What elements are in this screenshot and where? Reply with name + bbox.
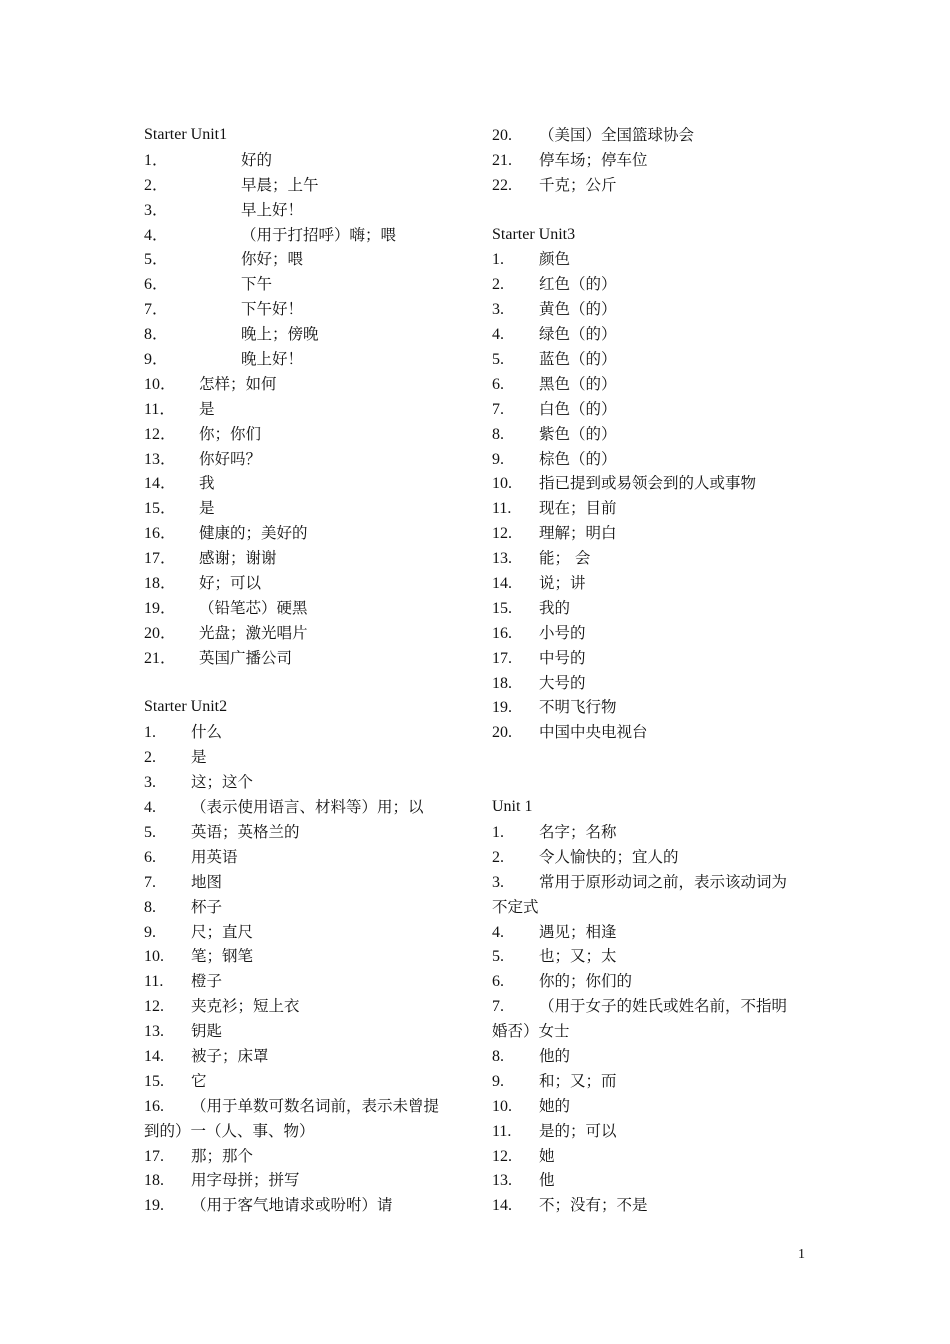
- item-meaning: 蓝色（的）: [539, 350, 617, 369]
- vocab-item: [144, 596, 474, 621]
- item-number: 18.: [144, 1172, 164, 1190]
- vocab-item: [492, 820, 822, 845]
- item-number: 8.: [492, 1047, 504, 1065]
- item-number: 14．: [144, 475, 177, 493]
- vocab-item: [144, 546, 474, 571]
- item-meaning: 感谢；谢谢: [199, 549, 277, 568]
- item-meaning: 不明飞行物: [539, 698, 617, 717]
- vocab-item: [144, 1168, 474, 1193]
- vocab-item: [492, 1193, 822, 1218]
- item-number: 10．: [144, 375, 177, 393]
- vocab-item: [144, 223, 474, 248]
- item-meaning: 夹克衫；短上衣: [191, 997, 300, 1016]
- item-number: 21．: [144, 649, 177, 667]
- item-number: 12.: [492, 1147, 512, 1165]
- vocab-item: [492, 870, 822, 895]
- section-heading: Starter Unit1: [144, 126, 228, 143]
- vocab-item: [144, 969, 474, 994]
- item-number: 1．: [144, 151, 169, 169]
- item-meaning: 英语；英格兰的: [191, 822, 300, 841]
- vocab-item: [144, 795, 474, 820]
- vocab-item: [492, 944, 822, 969]
- vocab-item: [492, 1044, 822, 1069]
- item-number: 9．: [144, 351, 169, 369]
- item-number: 3.: [492, 301, 504, 319]
- vocab-item: [492, 123, 822, 148]
- vocab-item: [492, 148, 822, 173]
- item-number: 4．: [144, 226, 169, 244]
- item-number: 6.: [492, 375, 504, 393]
- vocab-item: [492, 347, 822, 372]
- item-meaning: 绿色（的）: [539, 325, 617, 344]
- item-number: 7.: [144, 873, 156, 891]
- item-number: 10.: [144, 948, 164, 966]
- item-meaning: 棕色（的）: [539, 449, 617, 468]
- item-meaning: 红色（的）: [539, 275, 617, 294]
- item-number: 2.: [144, 749, 156, 767]
- item-number: 15.: [144, 1072, 164, 1090]
- item-number: 4.: [492, 326, 504, 344]
- item-meaning: 他: [539, 1171, 555, 1190]
- item-number: 16.: [492, 624, 512, 642]
- item-number: 3.: [144, 774, 156, 792]
- item-number: 5．: [144, 251, 169, 269]
- item-meaning: （美国）全国篮球协会: [539, 126, 695, 144]
- item-meaning: 那；那个: [191, 1146, 254, 1165]
- item-number: 18．: [144, 575, 177, 593]
- vocab-item: [492, 546, 822, 571]
- item-number: 6．: [144, 276, 169, 294]
- item-number: 20.: [492, 724, 512, 742]
- vocab-item: [144, 198, 474, 223]
- item-meaning: 她的: [539, 1096, 571, 1115]
- item-meaning: 黑色（的）: [539, 374, 617, 393]
- item-number: 22.: [492, 176, 512, 194]
- vocab-item: [492, 322, 822, 347]
- item-number: 7．: [144, 301, 169, 319]
- vocab-item: [492, 646, 822, 671]
- item-meaning: 白色（的）: [539, 399, 617, 418]
- item-meaning: 黄色（的）: [539, 300, 617, 319]
- vocab-item: [144, 720, 474, 745]
- item-meaning: （用于客气地请求或吩咐）请: [191, 1196, 393, 1215]
- item-meaning: 是的；可以: [539, 1121, 617, 1140]
- vocab-item: [144, 621, 474, 646]
- item-meaning: 橙子: [191, 972, 223, 991]
- item-number: 7.: [492, 998, 504, 1016]
- item-meaning: 杯子: [191, 897, 223, 916]
- vocab-item: [492, 845, 822, 870]
- item-meaning: 它: [191, 1071, 207, 1090]
- vocab-item: [492, 671, 822, 696]
- vocab-item: [492, 496, 822, 521]
- vocab-item: [144, 148, 474, 173]
- item-meaning: （用于女子的姓氏或姓名前，不指明: [539, 997, 788, 1016]
- item-number: 3.: [492, 873, 504, 891]
- item-meaning: 是: [199, 399, 215, 418]
- vocab-item: [144, 1193, 474, 1218]
- item-number: 14.: [492, 1197, 512, 1215]
- item-meaning: 地图: [191, 872, 223, 891]
- item-number: 20.: [492, 127, 512, 144]
- item-number: 4.: [144, 799, 156, 817]
- item-meaning: 你好；喂: [241, 250, 304, 269]
- vocab-item: [492, 1144, 822, 1169]
- item-meaning: 能； 会: [539, 549, 591, 568]
- item-meaning: 小号的: [539, 623, 586, 642]
- item-number: 11.: [492, 500, 512, 518]
- item-meaning: 光盘；激光唱片: [199, 623, 308, 642]
- item-number: 6.: [492, 973, 504, 991]
- vocab-item: [144, 422, 474, 447]
- item-number: 2.: [492, 848, 504, 866]
- vocab-item: [492, 447, 822, 472]
- vocab-item: [144, 496, 474, 521]
- item-meaning: 不；没有；不是: [539, 1196, 648, 1215]
- vocab-item: [144, 447, 474, 472]
- vocab-item: [492, 1168, 822, 1193]
- section-heading: Starter Unit3: [492, 225, 576, 243]
- item-meaning: 理解；明白: [539, 524, 617, 543]
- vocab-item: [492, 471, 822, 496]
- item-meaning: 名字；名称: [539, 822, 617, 841]
- item-meaning: 尺；直尺: [191, 922, 254, 941]
- vocab-item: [144, 745, 474, 770]
- item-number: 10.: [492, 1097, 512, 1115]
- vocab-item: [144, 372, 474, 397]
- item-meaning: 你好吗？: [199, 449, 262, 468]
- vocab-item-continuation: 到的）一（人、事、物）: [144, 1121, 315, 1140]
- vocab-item: [144, 571, 474, 596]
- vocab-item: [492, 1094, 822, 1119]
- item-number: 12．: [144, 425, 177, 443]
- item-meaning: 颜色: [539, 250, 571, 269]
- item-meaning: 早上好！: [241, 200, 304, 219]
- vocab-item: [492, 422, 822, 447]
- item-number: 2．: [144, 176, 169, 194]
- left-column: [144, 123, 474, 1218]
- item-number: 11.: [492, 1122, 512, 1140]
- item-meaning: 你；你们: [199, 424, 262, 443]
- item-meaning: 指已提到或易领会到的人或事物: [539, 474, 757, 493]
- item-number: 12.: [492, 525, 512, 543]
- blank-line: [492, 745, 822, 770]
- item-number: 8.: [144, 898, 156, 916]
- item-number: 16.: [144, 1097, 164, 1115]
- item-number: 1.: [492, 251, 504, 269]
- vocab-item: [492, 521, 822, 546]
- item-meaning: 令人愉快的；宜人的: [539, 847, 679, 866]
- vocab-item: [144, 521, 474, 546]
- vocab-item: [144, 820, 474, 845]
- item-number: 15.: [492, 599, 512, 617]
- vocab-item: [492, 1119, 822, 1144]
- vocab-item: [492, 297, 822, 322]
- item-number: 9.: [144, 923, 156, 941]
- vocab-item: [492, 397, 822, 422]
- item-meaning: 英国广播公司: [199, 648, 293, 667]
- section-heading: Starter Unit2: [144, 698, 228, 716]
- item-number: 14.: [144, 1047, 164, 1065]
- vocab-item: [144, 247, 474, 272]
- item-meaning: 大号的: [539, 673, 586, 692]
- item-number: 11．: [144, 400, 176, 418]
- vocab-item: [144, 845, 474, 870]
- item-meaning: 是: [191, 748, 207, 767]
- item-number: 17.: [144, 1147, 164, 1165]
- vocab-item: [144, 397, 474, 422]
- vocab-item: [144, 895, 474, 920]
- item-number: 11.: [144, 973, 164, 991]
- item-meaning: 被子；床罩: [191, 1046, 269, 1065]
- item-number: 17．: [144, 550, 177, 568]
- item-meaning: 钥匙: [191, 1022, 223, 1041]
- item-number: 13．: [144, 450, 177, 468]
- item-meaning: 她: [539, 1146, 555, 1165]
- item-meaning: 是: [199, 499, 215, 518]
- item-meaning: 下午好！: [241, 300, 304, 319]
- page-number: 1: [798, 1247, 805, 1262]
- item-meaning: 用字母拼；拼写: [191, 1171, 300, 1190]
- vocab-item: [492, 247, 822, 272]
- vocab-item: [144, 1144, 474, 1169]
- item-meaning: 笔；钢笔: [191, 947, 254, 966]
- vocab-item: [492, 621, 822, 646]
- item-number: 13.: [144, 1023, 164, 1041]
- item-number: 7.: [492, 400, 504, 418]
- vocab-item: [492, 1069, 822, 1094]
- item-meaning: 常用于原形动词之前，表示该动词为: [539, 872, 788, 891]
- item-number: 5.: [492, 351, 504, 369]
- vocab-item: [144, 1019, 474, 1044]
- item-meaning: 你的；你们的: [539, 972, 633, 991]
- item-meaning: 也；又；太: [539, 947, 617, 966]
- vocab-item: [144, 870, 474, 895]
- blank-line: [492, 770, 822, 795]
- vocab-item: [492, 596, 822, 621]
- vocab-item: [144, 1044, 474, 1069]
- vocab-item: [144, 471, 474, 496]
- vocab-item: [492, 173, 822, 198]
- vocab-item: [492, 994, 822, 1019]
- vocab-item: [144, 646, 474, 671]
- vocab-item: [144, 272, 474, 297]
- item-meaning: 中国中央电视台: [539, 723, 648, 742]
- item-number: 14.: [492, 575, 512, 593]
- item-meaning: （用于打招呼）嗨；喂: [241, 225, 397, 244]
- item-meaning: 和；又；而: [539, 1071, 617, 1090]
- item-number: 5.: [144, 823, 156, 841]
- item-number: 15．: [144, 500, 177, 518]
- item-number: 5.: [492, 948, 504, 966]
- item-meaning: 健康的；美好的: [199, 524, 308, 543]
- vocab-item: [144, 944, 474, 969]
- item-number: 13.: [492, 1172, 512, 1190]
- blank-line: [144, 671, 474, 696]
- item-meaning: （用于单数可数名词前，表示未曾提: [191, 1096, 440, 1115]
- item-meaning: 怎样；如何: [199, 374, 277, 393]
- vocab-item: [492, 969, 822, 994]
- item-number: 19.: [492, 699, 512, 717]
- item-number: 4.: [492, 923, 504, 941]
- item-number: 9.: [492, 450, 504, 468]
- item-meaning: 现在；目前: [539, 499, 617, 518]
- vocab-item: [144, 1094, 474, 1119]
- item-meaning: 晚上好！: [241, 350, 304, 369]
- vocab-item-continuation: 婚否）女士: [492, 1022, 570, 1041]
- vocab-item: [492, 372, 822, 397]
- item-meaning: 紫色（的）: [539, 424, 617, 443]
- item-number: 3．: [144, 201, 169, 219]
- vocab-item: [492, 272, 822, 297]
- item-meaning: 停车场；停车位: [539, 150, 648, 169]
- blank-line: [492, 198, 822, 223]
- item-number: 1.: [492, 823, 504, 841]
- item-number: 16．: [144, 525, 177, 543]
- item-number: 1.: [144, 724, 156, 742]
- item-meaning: 千克；公斤: [539, 175, 617, 194]
- item-number: 21.: [492, 151, 512, 169]
- item-number: 17.: [492, 649, 512, 667]
- item-meaning: （表示使用语言、材料等）用；以: [191, 798, 424, 817]
- item-meaning: 下午: [241, 275, 273, 294]
- vocab-item: [144, 322, 474, 347]
- vocab-item-continuation: 不定式: [492, 897, 539, 916]
- item-number: 8.: [492, 425, 504, 443]
- right-column: [492, 123, 822, 1218]
- vocab-item: [492, 571, 822, 596]
- item-meaning: 遇见；相逢: [539, 922, 617, 941]
- item-number: 13.: [492, 550, 512, 568]
- item-meaning: （铅笔芯）硬黑: [199, 598, 308, 617]
- item-meaning: 晚上；傍晚: [241, 325, 319, 344]
- vocab-item: [144, 920, 474, 945]
- item-meaning: 我: [199, 474, 215, 493]
- item-number: 19.: [144, 1197, 164, 1215]
- item-meaning: 中号的: [539, 648, 586, 667]
- item-number: 20．: [144, 624, 177, 642]
- item-meaning: 我的: [539, 598, 571, 617]
- vocab-item: [144, 770, 474, 795]
- item-number: 12.: [144, 998, 164, 1016]
- vocab-item: [492, 920, 822, 945]
- item-meaning: 他的: [539, 1046, 571, 1065]
- item-meaning: 什么: [191, 723, 223, 742]
- item-number: 9.: [492, 1072, 504, 1090]
- item-meaning: 用英语: [191, 847, 238, 866]
- section-heading: Unit 1: [492, 798, 533, 816]
- item-meaning: 好；可以: [199, 574, 262, 593]
- item-meaning: 这；这个: [191, 773, 254, 792]
- item-number: 10.: [492, 475, 512, 493]
- vocab-item: [144, 347, 474, 372]
- item-meaning: 好的: [241, 150, 273, 169]
- vocab-item: [492, 695, 822, 720]
- item-number: 6.: [144, 848, 156, 866]
- item-meaning: 说；讲: [539, 574, 586, 593]
- item-number: 8．: [144, 326, 169, 344]
- vocab-item: [144, 994, 474, 1019]
- vocab-item: [144, 173, 474, 198]
- vocab-item: [492, 720, 822, 745]
- item-number: 2.: [492, 276, 504, 294]
- item-number: 19．: [144, 599, 177, 617]
- vocab-item: [144, 1069, 474, 1094]
- vocab-item: [144, 297, 474, 322]
- item-number: 18.: [492, 674, 512, 692]
- item-meaning: 早晨；上午: [241, 175, 319, 194]
